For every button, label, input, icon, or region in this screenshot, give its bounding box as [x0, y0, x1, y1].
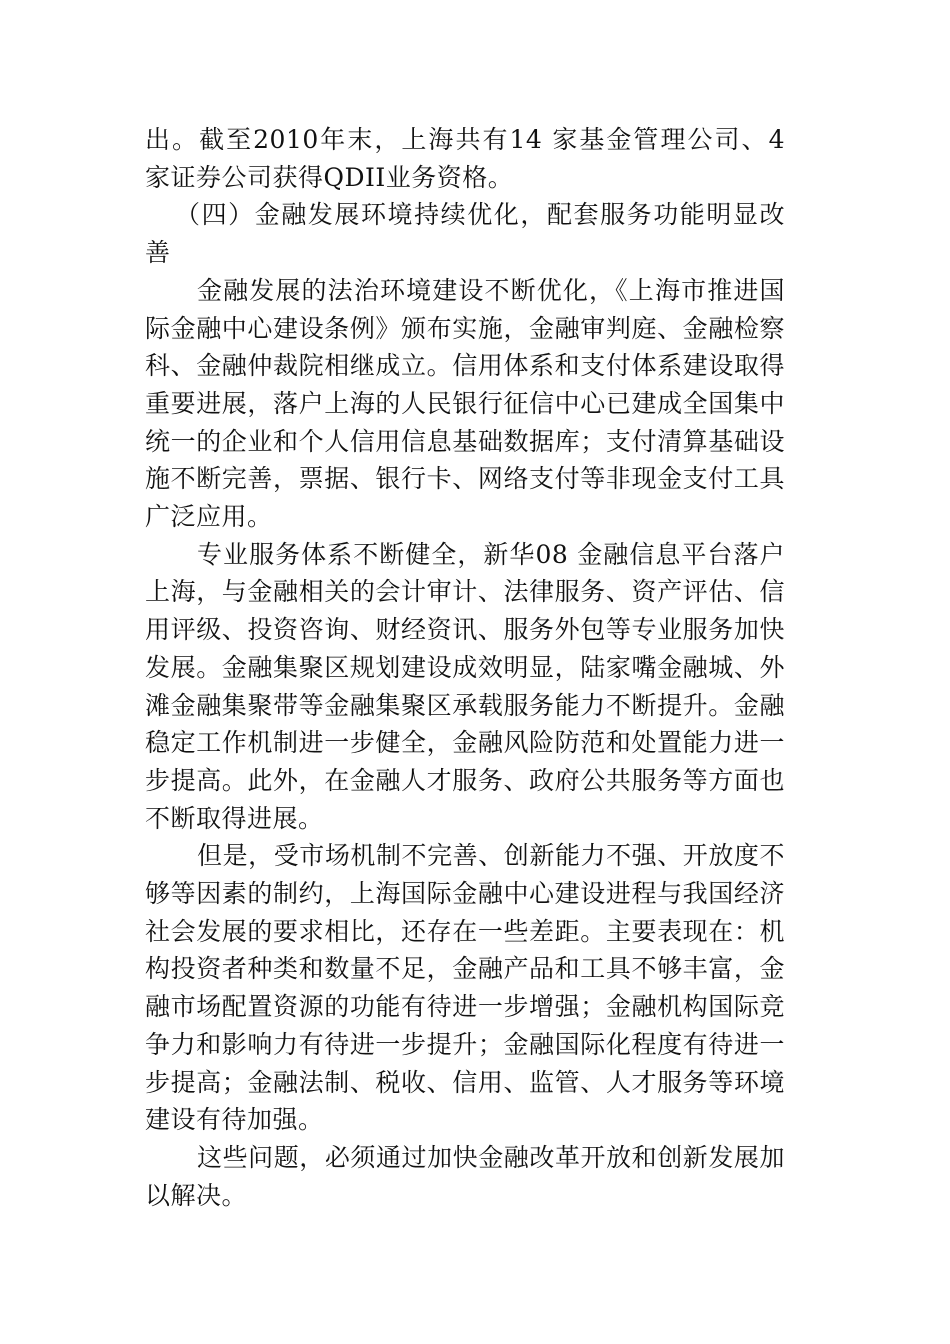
paragraph-continuation: 出。截至2010年末，上海共有14 家基金管理公司、4 家证券公司获得QDII业务资格。: [145, 125, 785, 192]
paragraph-professional-services: 专业服务体系不断健全，新华08 金融信息平台落户上海，与金融相关的会计审计、法律服务、资产评估、信用评级、投资咨询、财经资讯、服务外包等专业服务加快发展。金融集聚区规划建设成效明显，陆家嘴金融城、外滩金融集聚带等金融集聚区承载服务能力不断提升。金融稳定工作机制进一步健全，金融风险防范和处置能力进一步提高。此外，在金融人才服务、政府公共服务等方面也不断取得进展。: [145, 539, 785, 833]
paragraph-conclusion: 这些问题，必须通过加快金融改革开放和创新发展加以解决。: [145, 1142, 785, 1210]
paragraph-legal-environment: 金融发展的法治环境建设不断优化，《上海市推进国际金融中心建设条例》颁布实施，金融审判庭、金融检察科、金融仲裁院相继成立。信用体系和支付体系建设取得重要进展，落户上海的人民银行征信中心已建成全国集中统一的企业和个人信用信息基础数据库；支付清算基础设施不断完善，票据、银行卡、网络支付等非现金支付工具广泛应用。: [145, 275, 785, 532]
section-heading: （四）金融发展环境持续优化，配套服务功能明显改善: [145, 200, 785, 268]
paragraph-gaps: 但是，受市场机制不完善、创新能力不强、开放度不够等因素的制约，上海国际金融中心建设进程与我国经济社会发展的要求相比，还存在一些差距。主要表现在：机构投资者种类和数量不足，金融产品和工具不够丰富，金融市场配置资源的功能有待进一步增强；金融机构国际竞争力和影响力有待进一步提升；金融国际化程度有待进一步提高；金融法制、税收、信用、监管、人才服务等环境建设有待加强。: [145, 841, 785, 1135]
document-body: [145, 121, 785, 1214]
